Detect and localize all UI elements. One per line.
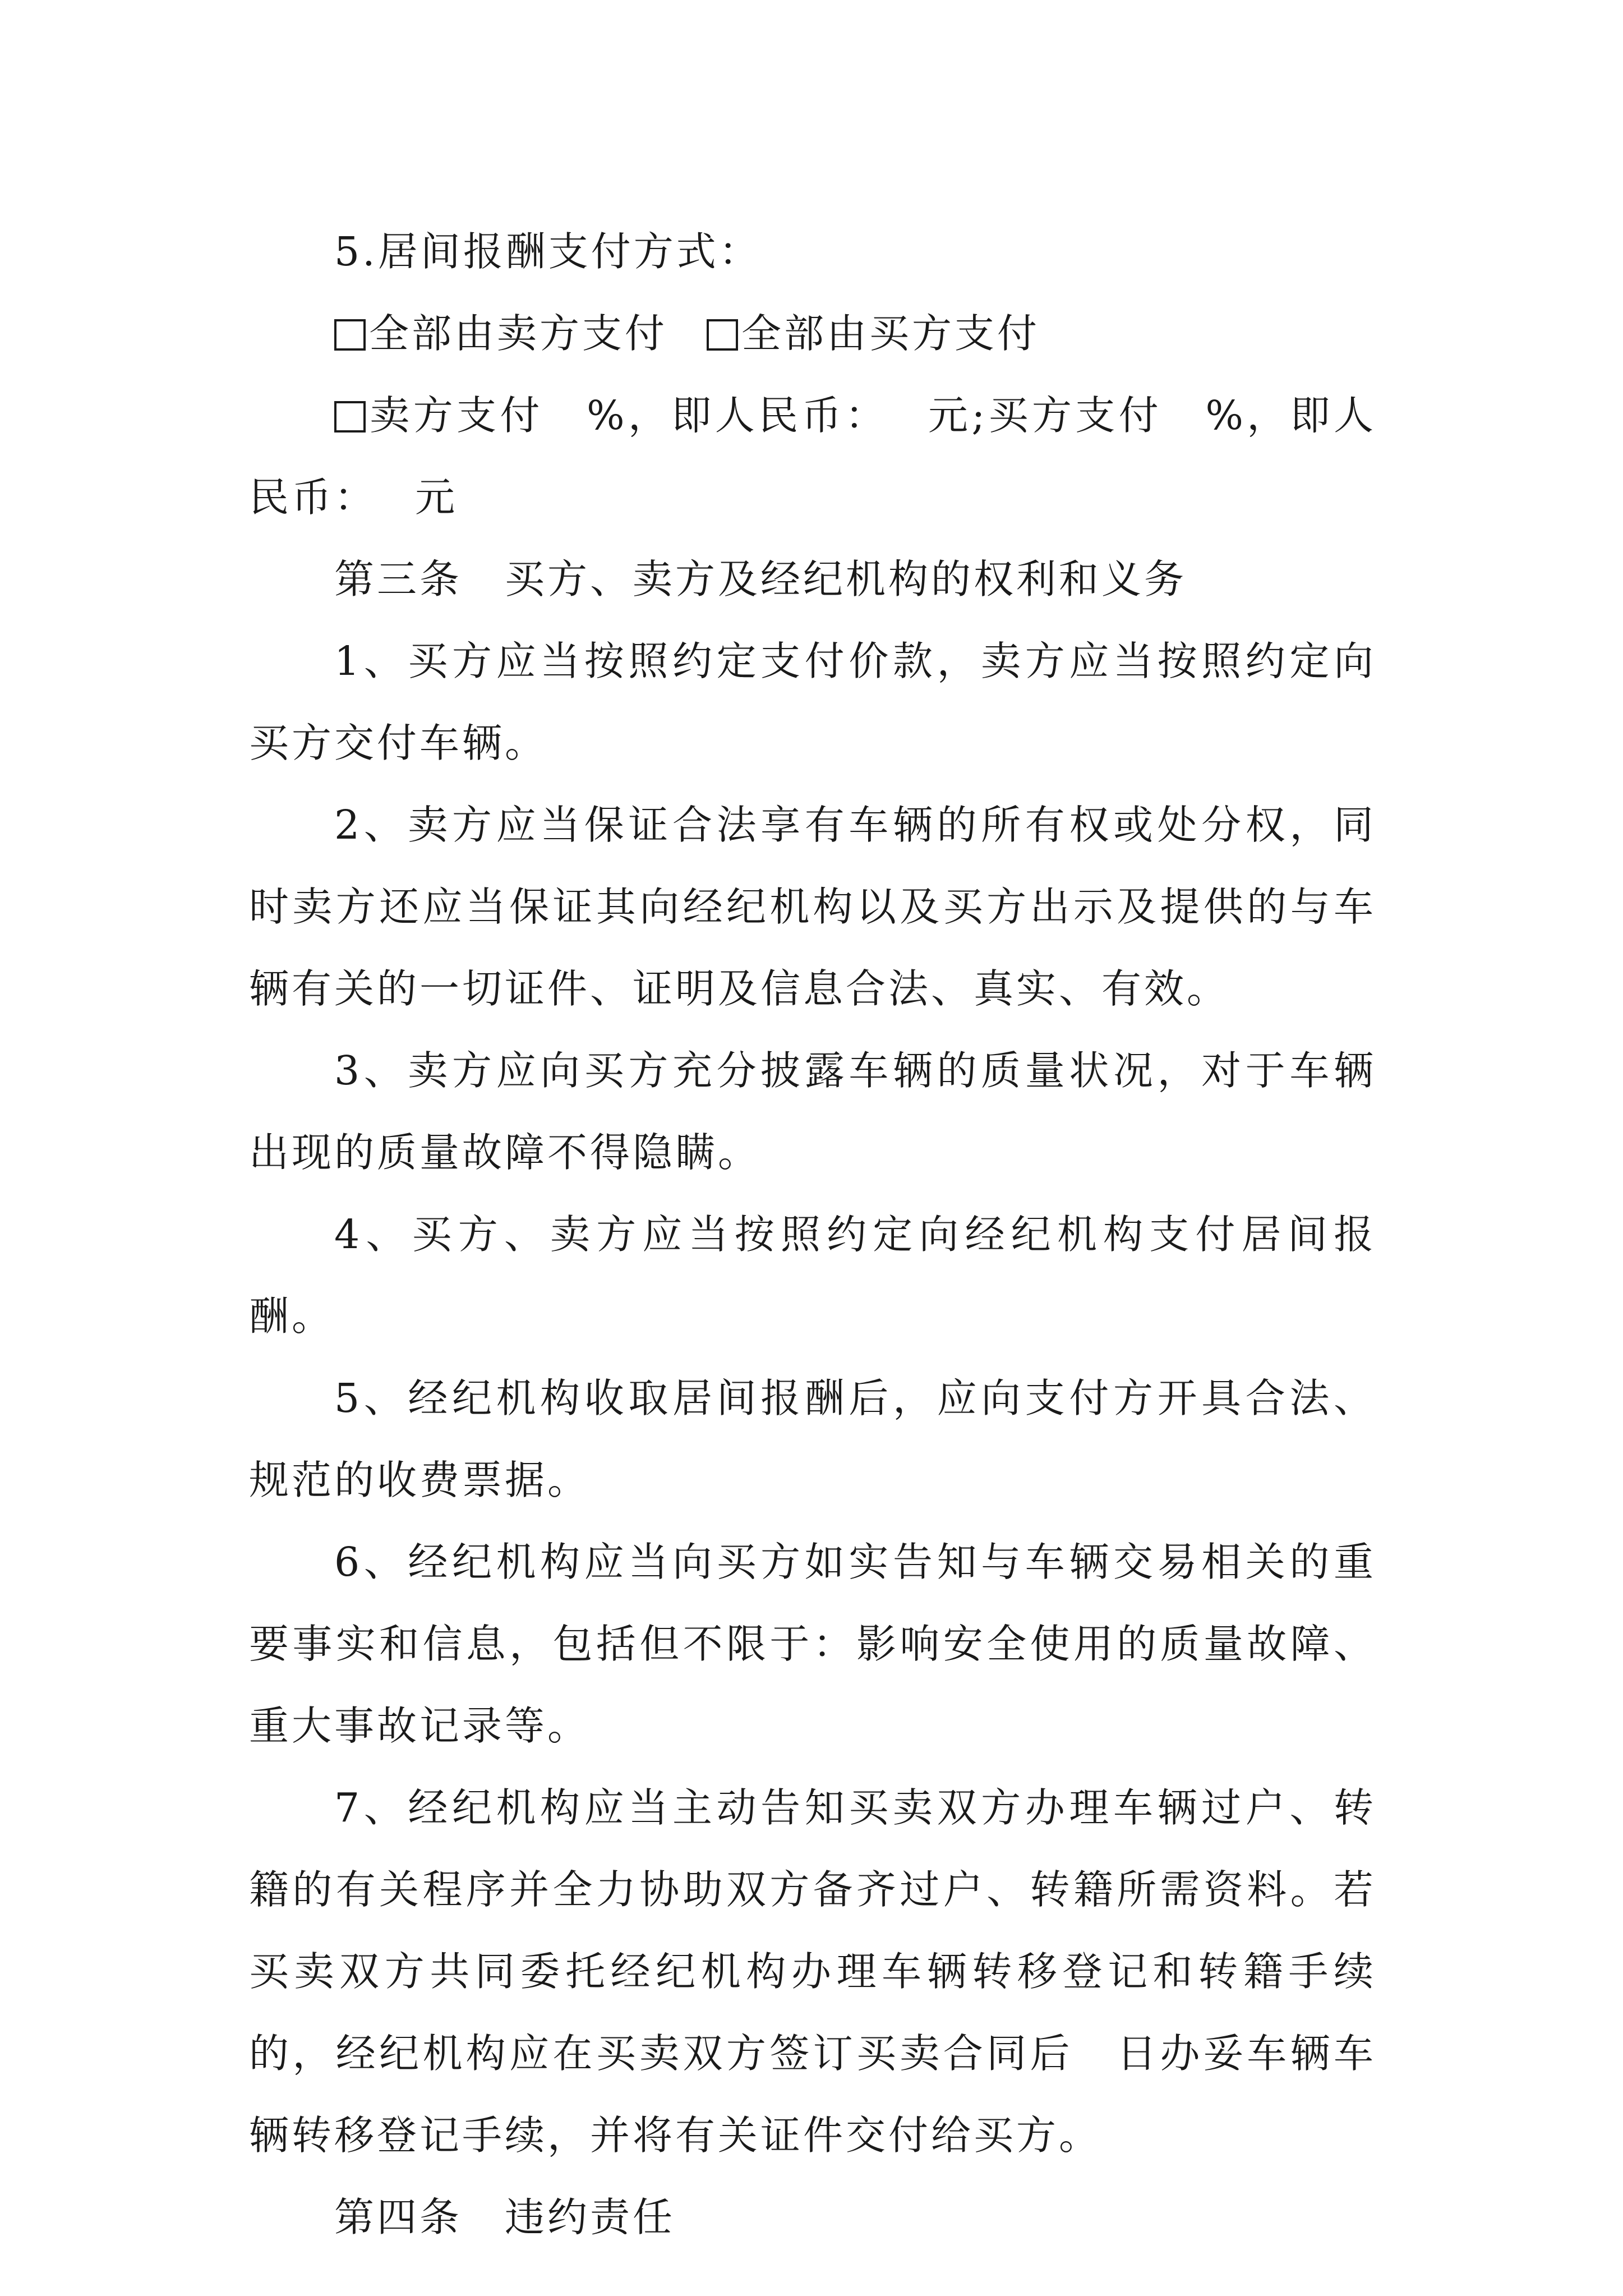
- option-all-seller[interactable]: [334, 310, 667, 357]
- option-split[interactable]: [249, 392, 1376, 521]
- article-4-heading: 第四条 违约责任: [334, 2194, 676, 2240]
- payment-method-title: 5.居间报酬支付方式：: [334, 228, 762, 275]
- article-3-heading: 第三条 买方、卖方及经纪机构的权利和义务: [334, 556, 1187, 602]
- article-3-item-1: 1、买方应当按照约定支付价款，卖方应当按照约定向买方交付车辆。: [249, 638, 1376, 766]
- article-3-item-3: 3、卖方应向买方充分披露车辆的质量状况，对于车辆出现的质量故障不得隐瞒。: [249, 1047, 1376, 1176]
- option-all-buyer[interactable]: [707, 310, 1040, 357]
- option-split-label: 卖方支付 %，即人民币： 元;买方支付 %，即人民币： 元: [249, 392, 1376, 521]
- option-all-seller-label: 全部由卖方支付: [369, 310, 668, 357]
- article-3-item-4: 4、买方、卖方应当按照约定向经纪机构支付居间报酬。: [249, 1211, 1376, 1340]
- checkbox-icon[interactable]: [334, 401, 366, 432]
- article-3-item-2: 2、卖方应当保证合法享有车辆的所有权或处分权，同时卖方还应当保证其向经纪机构以及买方出示及提供的与车辆有关的一切证件、证明及信息合法、真实、有效。: [249, 802, 1376, 1012]
- article-3-item-6: 6、经纪机构应当向买方如实告知与车辆交易相关的重要事实和信息，包括但不限于：影响安全使用的质量故障、重大事故记录等。: [249, 1539, 1376, 1749]
- checkbox-icon[interactable]: [334, 319, 366, 351]
- article-3-item-7: 7、经纪机构应当主动告知买卖双方办理车辆过户、转籍的有关程序并全力协助双方备齐过户、转籍所需资料。若买卖双方共同委托经纪机构办理车辆转移登记和转籍手续的，经纪机构应在买卖双方签订买卖合同后 日办妥车辆车辆转移登记手续，并将有关证件交付给买方。: [249, 1784, 1376, 2159]
- checkbox-icon[interactable]: [707, 319, 738, 351]
- payment-split-row: [249, 375, 1376, 539]
- payment-options-row: [249, 293, 1376, 375]
- article-3-item-5: 5、经纪机构收取居间报酬后，应向支付方开具合法、规范的收费票据。: [249, 1375, 1376, 1503]
- document-body: [249, 211, 1376, 2258]
- option-all-buyer-label: 全部由买方支付: [741, 310, 1040, 357]
